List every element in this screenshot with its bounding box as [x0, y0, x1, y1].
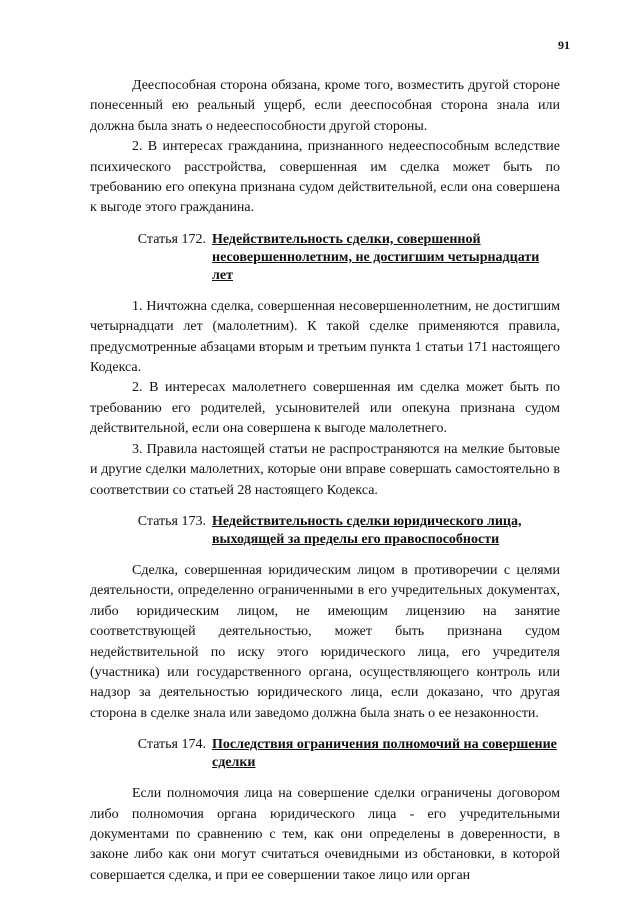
- article-label: Статья 174.: [137, 737, 206, 753]
- paragraph: Дееспособная сторона обязана, кроме того, возместить другой стороне понесенный ею реальный ущерб, если дееспособная сторона знала или должна была знать о недееспособности другой стороны.: [90, 78, 560, 134]
- paragraph: Сделка, совершенная юридическим лицом в противоречии с целями деятельности, определенно ограниченными в его учредительных документах, либо юридическим лицом, не имеющим лицензию на занятие соответствующей деятельностью, может быть признана судом недействительной по иску этого юридического лица, его учредителя (участника) или государственного органа, осуществляющего контроль или надзор за деятельностью юридического лица, если доказано, что другая сторона в сделке знала или заведомо должна была знать о ее незаконности.: [90, 562, 560, 721]
- article-title: Недействительность сделки, совершенной: [212, 231, 481, 247]
- paragraph: 3. Правила настоящей статьи не распространяются на мелкие бытовые и другие сделки малолетних, которые они вправе совершать самостоятельно в соответствии со статьей 28 настоящего Кодекса.: [90, 441, 560, 498]
- article-label: Статья 172.: [137, 231, 206, 247]
- page-content: [90, 76, 560, 886]
- article-label: Статья 173.: [137, 513, 206, 529]
- article-title-continuation: сделки: [212, 755, 256, 771]
- article-title: Недействительность сделки юридического лица,: [212, 513, 522, 529]
- paragraph: 2. В интересах гражданина, признанного недееспособным вследствие психического расстройства, совершенная им сделка может быть по требованию его опекуна признана судом действительной, если она совершена к выгоде этого гражданина.: [90, 139, 560, 216]
- page-number: 91: [558, 38, 570, 52]
- article-title: Последствия ограничения полномочий на совершение: [212, 737, 557, 753]
- article-heading-174: [90, 736, 560, 772]
- paragraph: 1. Ничтожна сделка, совершенная несовершеннолетним, не достигшим четырнадцати лет (малолетним). К такой сделке применяются правила, предусмотренные абзацами вторым и третьим пункта 1 статьи 171 настоящего Кодекса.: [90, 298, 560, 376]
- paragraph: Если полномочия лица на совершение сделки ограничены договором либо полномочия органа юридического лица - его учредительными документами по сравнению с тем, как они определены в доверенности, в законе либо как они могут считаться очевидными из обстановки, в которой совершается сделка, и при ее совершении такое лицо или орган: [90, 786, 560, 883]
- article-heading-173: [90, 513, 560, 549]
- article-title-continuation: несовершеннолетним, не достигшим четырнадцати лет: [212, 249, 540, 283]
- article-title-continuation: выходящей за пределы его правоспособности: [212, 531, 500, 547]
- paragraph: 2. В интересах малолетнего совершенная им сделка может быть по требованию его родителей, усыновителей или опекуна признана судом действительной, если она совершена к выгоде малолетнего.: [90, 380, 560, 437]
- article-heading-172: [90, 231, 560, 285]
